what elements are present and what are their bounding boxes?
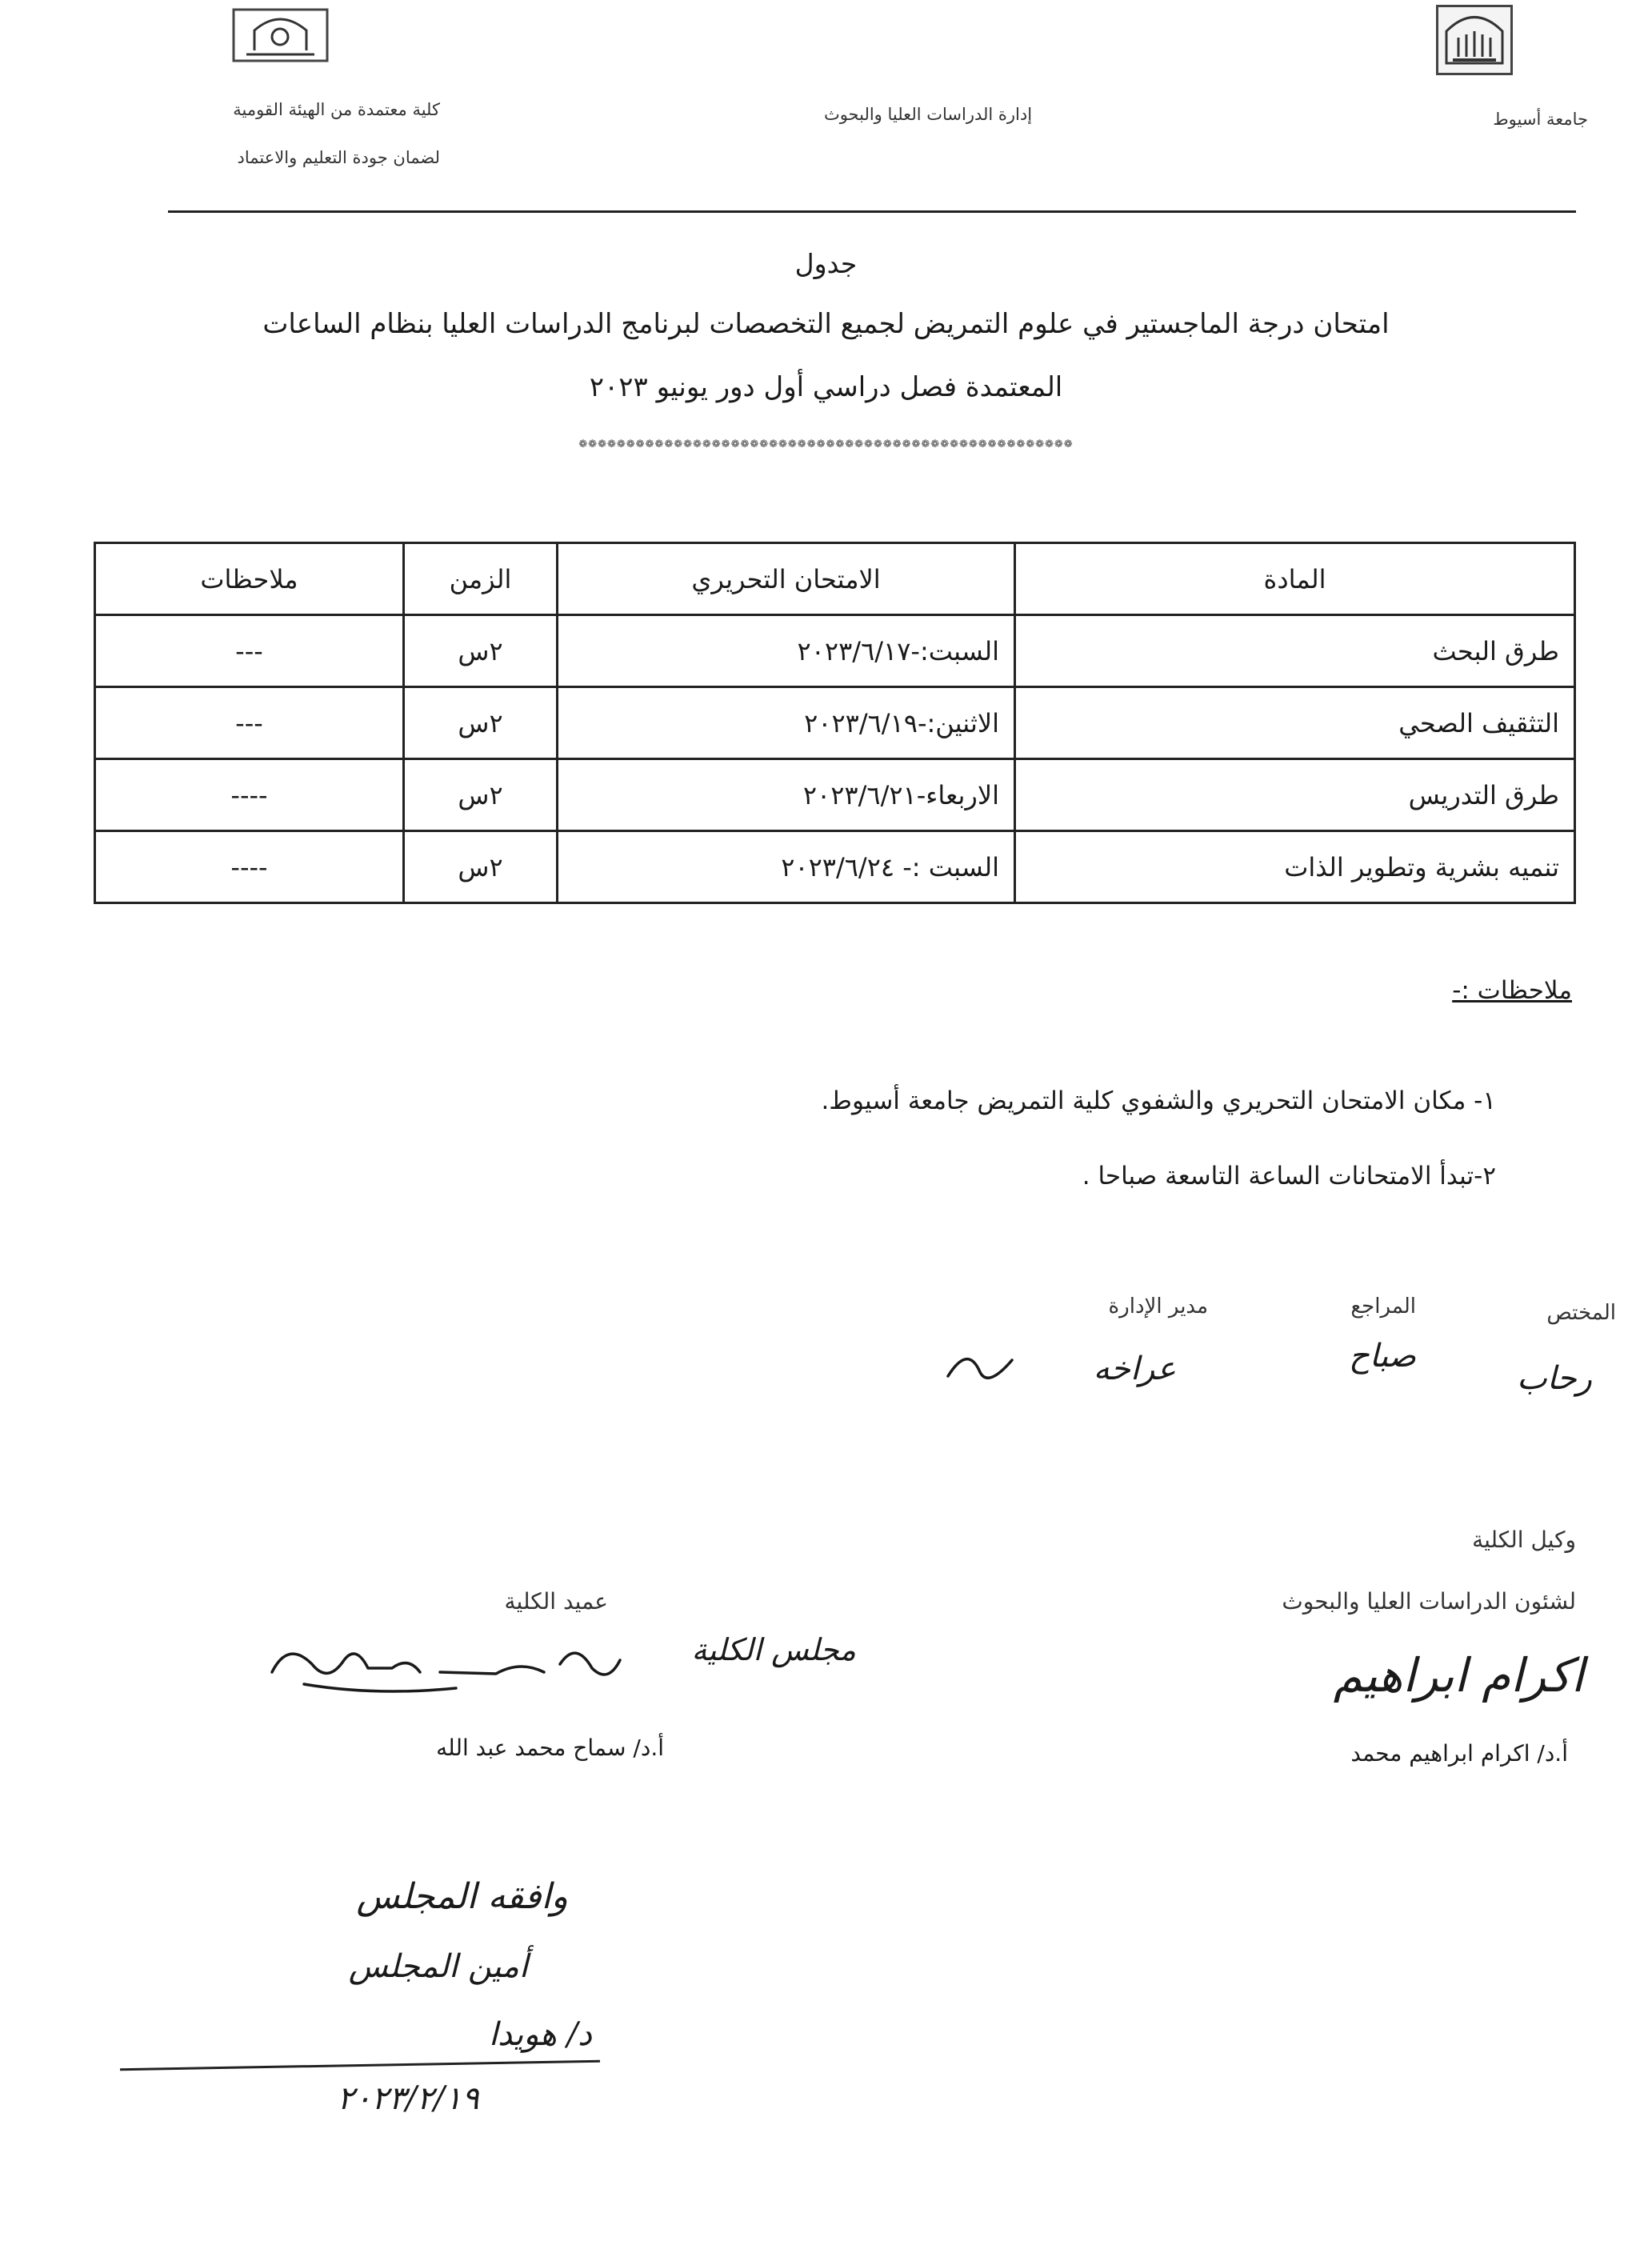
signature-underline	[120, 2060, 600, 2071]
exam-date-cell: الاربعاء-٢٠٢٣/٦/٢١	[558, 759, 1015, 831]
table-row	[95, 687, 1575, 759]
handwritten-date: ٢٠٢٣/٢/١٩	[337, 2080, 479, 2117]
exam-date-cell: السبت :- ٢٠٢٣/٦/٢٤	[558, 831, 1015, 903]
faculty-logo	[230, 6, 330, 64]
accreditation-line-2: لضمان جودة التعليم والاعتماد	[237, 148, 440, 167]
vice-dean-signature: اكرام ابراهيم	[1333, 1648, 1584, 1703]
exam-schedule-table	[94, 542, 1576, 904]
exam-description-line-2: المعتمدة فصل دراسي أول دور يونيو ٢٠٢٣	[589, 371, 1063, 403]
department-name: إدارة الدراسات العليا والبحوث	[823, 105, 1033, 124]
time-cell: ٢س	[404, 759, 558, 831]
notes-cell: ---	[95, 687, 404, 759]
exam-date-cell: الاثنين:-٢٠٢٣/٦/١٩	[558, 687, 1015, 759]
table-row	[95, 615, 1575, 687]
notes-heading: ملاحظات :-	[1452, 976, 1572, 1005]
notes-cell: ---	[95, 615, 404, 687]
note-item-2: ٢-تبدأ الامتحانات الساعة التاسعة صباحا .	[1082, 1162, 1496, 1191]
table-row	[95, 831, 1575, 903]
manager-label: مدير الإدارة	[1108, 1295, 1208, 1319]
subject-cell: التثقيف الصحي	[1015, 687, 1575, 759]
vice-dean-name: أ.د/ اكرام ابراهيم محمد	[1350, 1740, 1568, 1767]
university-logo	[1436, 5, 1513, 75]
manager-signature-stroke	[944, 1344, 1016, 1392]
notes-cell: ----	[95, 831, 404, 903]
vice-dean-portfolio: لشئون الدراسات العليا والبحوث	[1282, 1588, 1576, 1615]
reviewer-label: المراجع	[1350, 1295, 1416, 1319]
note-item-1: ١- مكان الامتحان التحريري والشفوي كلية التمريض جامعة أسيوط.	[821, 1086, 1496, 1115]
header-notes: ملاحظات	[95, 543, 404, 615]
subject-cell: طرق البحث	[1015, 615, 1575, 687]
specialist-label: المختص	[1546, 1301, 1616, 1325]
document-title: جدول	[794, 248, 858, 279]
table-row	[95, 759, 1575, 831]
header-time: الزمن	[404, 543, 558, 615]
table-header-row	[95, 543, 1575, 615]
secretary-signature: د/ هويدا	[488, 2016, 592, 2053]
header-exam: الامتحان التحريري	[558, 543, 1015, 615]
council-approved-note: وافقه المجلس	[356, 1876, 568, 1917]
title-ornament: ❁❁❁❁❁❁❁❁❁❁❁❁❁❁❁❁❁❁❁❁❁❁❁❁❁❁❁❁❁❁❁❁❁❁❁❁❁❁❁❁❁❁❁❁❁❁❁❁❁❁❁❁	[578, 438, 1074, 450]
subject-cell: طرق التدريس	[1015, 759, 1575, 831]
faculty-emblem-icon	[230, 6, 330, 64]
time-cell: ٢س	[404, 831, 558, 903]
university-name: جامعة أسيوط	[1493, 110, 1588, 129]
subject-cell: تنميه بشرية وتطوير الذات	[1015, 831, 1575, 903]
reviewer-signature: صباح	[1348, 1338, 1416, 1375]
exam-date-cell: السبت:-٢٠٢٣/٦/١٧	[558, 615, 1015, 687]
council-approval-note: مجلس الكلية	[691, 1632, 856, 1667]
notes-cell: ----	[95, 759, 404, 831]
dean-name: أ.د/ سماح محمد عبد الله	[436, 1735, 664, 1761]
exam-description-line-1: امتحان درجة الماجستير في علوم التمريض لجميع التخصصات لبرنامج الدراسات العليا بنظام الساعات	[262, 308, 1390, 340]
time-cell: ٢س	[404, 687, 558, 759]
council-secretary-note: أمين المجلس	[348, 1948, 528, 1985]
vice-dean-label: وكيل الكلية	[1472, 1527, 1576, 1553]
time-cell: ٢س	[404, 615, 558, 687]
dean-signature	[256, 1624, 632, 1712]
header-subject: المادة	[1015, 543, 1575, 615]
accreditation-line-1: كلية معتمدة من الهيئة القومية	[233, 100, 440, 119]
specialist-signature: رحاب	[1517, 1360, 1592, 1397]
dean-label: عميد الكلية	[504, 1588, 608, 1615]
university-emblem-icon	[1438, 7, 1510, 73]
header-divider	[168, 210, 1576, 213]
manager-signature: عراخه	[1093, 1351, 1176, 1387]
